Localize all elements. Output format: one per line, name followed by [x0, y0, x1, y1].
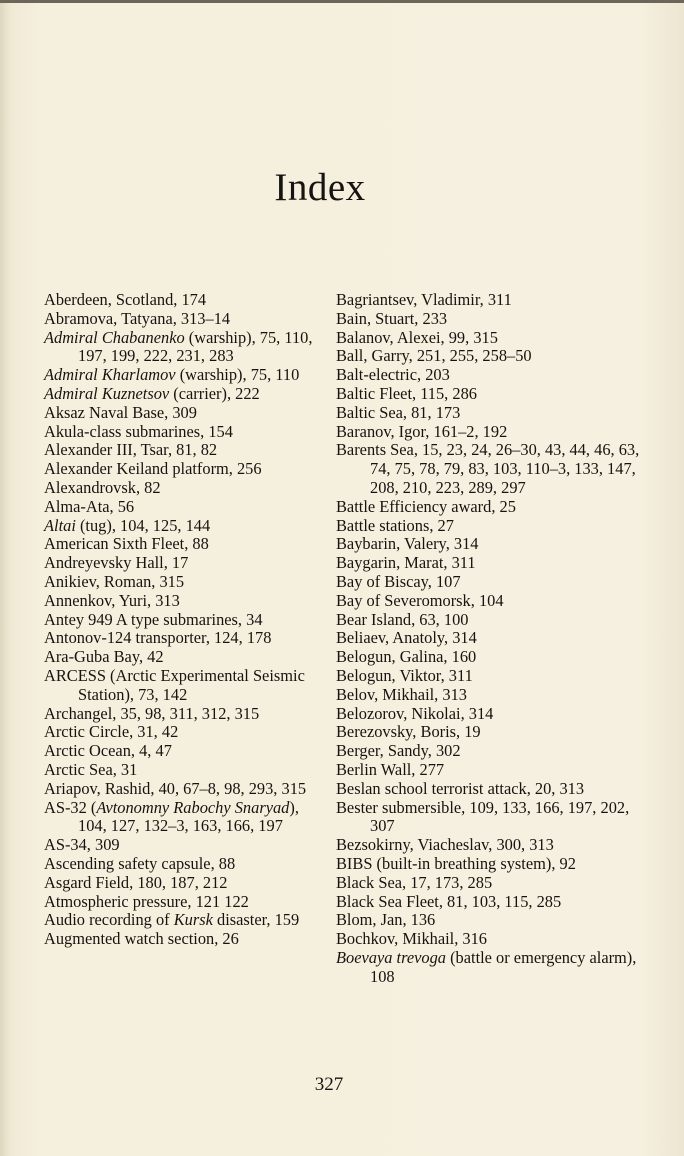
index-entry	[44, 780, 326, 799]
index-entry-text: ), 104, 127, 132–3, 163, 166, 197	[78, 797, 299, 836]
index-entry-text: Aksaz Naval Base, 309	[44, 402, 197, 422]
index-entry	[44, 423, 326, 442]
index-entry	[44, 441, 326, 460]
index-entry	[44, 911, 326, 930]
index-entry-text: BIBS (built-in breathing system), 92	[336, 853, 576, 873]
index-entry-italic-text: Admiral Kuznetsov	[44, 383, 170, 403]
index-entry-text: Archangel, 35, 98, 311, 312, 315	[44, 703, 260, 723]
index-entry-text: American Sixth Fleet, 88	[44, 534, 209, 554]
index-entry-italic-text: Admiral Kharlamov	[44, 365, 176, 385]
index-entry-text: Antonov-124 transporter, 124, 178	[44, 628, 272, 648]
index-entry	[336, 592, 656, 611]
index-entry	[336, 291, 656, 310]
index-entry	[336, 423, 656, 442]
index-entry	[44, 517, 326, 536]
index-entry	[44, 667, 326, 705]
index-entry-text: Anikiev, Roman, 315	[44, 571, 185, 591]
index-entry-text: Alma-Ata, 56	[44, 496, 135, 516]
index-entry-text: Aberdeen, Scotland, 174	[44, 290, 207, 309]
index-entry-italic-text: Kursk	[173, 910, 213, 930]
index-entry	[44, 705, 326, 724]
index-entry	[336, 911, 656, 930]
index-entry-text: Ara-Guba Bay, 42	[44, 647, 164, 667]
index-entry	[336, 347, 656, 366]
index-entry	[336, 723, 656, 742]
index-entry-text: Baranov, Igor, 161–2, 192	[336, 421, 508, 441]
index-entry-text: Black Sea Fleet, 81, 103, 115, 285	[336, 891, 562, 911]
index-entry	[44, 573, 326, 592]
index-entry-text: Beslan school terrorist attack, 20, 313	[336, 778, 585, 798]
index-entry-text: Baygarin, Marat, 311	[336, 553, 476, 573]
index-entry	[44, 611, 326, 630]
index-entry	[336, 441, 656, 497]
index-entry	[336, 874, 656, 893]
index-entry	[44, 592, 326, 611]
index-entry	[336, 686, 656, 705]
index-entry	[44, 479, 326, 498]
index-column-right	[336, 291, 656, 986]
index-entry-text: Andreyevsky Hall, 17	[44, 553, 189, 573]
index-entry-text: Ascending safety capsule, 88	[44, 853, 236, 873]
page-number: 327	[314, 1074, 344, 1095]
index-entry	[44, 554, 326, 573]
index-entry-italic-text: Admiral Chabanenko	[44, 327, 185, 347]
index-entry-text: Bear Island, 63, 100	[336, 609, 469, 629]
index-entry-text: Beliaev, Anatoly, 314	[336, 628, 477, 648]
index-entry-text: AS-32 (	[44, 797, 97, 817]
index-entry	[44, 836, 326, 855]
index-entry	[336, 385, 656, 404]
index-entry-text: Alexander III, Tsar, 81, 82	[44, 440, 218, 460]
index-entry-text: Balt-electric, 203	[336, 365, 450, 385]
index-entry	[336, 705, 656, 724]
index-entry	[336, 310, 656, 329]
index-entry	[44, 404, 326, 423]
index-entry	[336, 648, 656, 667]
page-top-edge	[0, 0, 684, 3]
index-entry-text: Atmospheric pressure, 121 122	[44, 891, 249, 911]
index-entry-text: Annenkov, Yuri, 313	[44, 590, 180, 610]
index-entry	[44, 723, 326, 742]
index-entry-text: disaster, 159	[212, 910, 300, 930]
index-entry	[44, 761, 326, 780]
index-entry	[336, 742, 656, 761]
index-entry-text: Baltic Sea, 81, 173	[336, 402, 461, 422]
index-entry	[44, 648, 326, 667]
index-entry-text: Augmented watch section, 26	[44, 929, 239, 949]
index-entry-text: Barents Sea, 15, 23, 24, 26–30, 43, 44, 46, 63, 74, 75, 78, 79, 83, 103, 110–3, 133, 147, 208, 210, 223, 289, 297	[336, 440, 640, 497]
index-entry-text: Berlin Wall, 277	[336, 759, 445, 779]
index-entry	[44, 629, 326, 648]
index-column-left	[44, 291, 326, 949]
index-entry-text: (carrier), 222	[169, 383, 260, 403]
index-entry-text: Audio recording of	[44, 910, 174, 930]
index-entry-italic-text: Altai	[44, 515, 76, 535]
index-entry-text: (warship), 75, 110	[175, 365, 300, 385]
index-entry-text: Bochkov, Mikhail, 316	[336, 929, 487, 949]
index-entry-text: Belogun, Viktor, 311	[336, 665, 473, 685]
index-entry-text: Berezovsky, Boris, 19	[336, 722, 481, 742]
index-entry	[44, 893, 326, 912]
index-entry	[336, 930, 656, 949]
index-entry-text: Akula-class submarines, 154	[44, 421, 233, 441]
index-entry-text: Baltic Fleet, 115, 286	[336, 383, 477, 403]
index-entry	[336, 761, 656, 780]
index-entry-text: Battle stations, 27	[336, 515, 454, 535]
index-entry-text: Bay of Biscay, 107	[336, 571, 461, 591]
index-entry	[44, 855, 326, 874]
index-entry	[44, 874, 326, 893]
index-entry	[44, 498, 326, 517]
index-entry	[44, 366, 326, 385]
index-entry-text: Asgard Field, 180, 187, 212	[44, 872, 228, 892]
index-entry	[336, 404, 656, 423]
index-entry	[44, 742, 326, 761]
index-entry	[336, 554, 656, 573]
index-entry-text: Alexander Keiland platform, 256	[44, 459, 262, 479]
index-entry-text: Belozorov, Nikolai, 314	[336, 703, 494, 723]
index-entry	[336, 949, 656, 987]
index-entry-text: Berger, Sandy, 302	[336, 741, 461, 761]
index-entry-text: Ariapov, Rashid, 40, 67–8, 98, 293, 315	[44, 778, 307, 798]
index-entry-text: Battle Efficiency award, 25	[336, 496, 516, 516]
index-entry-text: Belogun, Galina, 160	[336, 647, 477, 667]
index-entry-text: (warship), 75, 110, 197, 199, 222, 231, 283	[78, 327, 313, 366]
index-entry	[336, 329, 656, 348]
index-entry	[336, 629, 656, 648]
index-entry-text: Arctic Circle, 31, 42	[44, 722, 179, 742]
index-entry-text: Arctic Sea, 31	[44, 759, 138, 779]
index-entry	[336, 780, 656, 799]
index-entry	[336, 498, 656, 517]
index-entry-text: Baybarin, Valery, 314	[336, 534, 479, 554]
index-entry	[44, 535, 326, 554]
index-entry-text: Bezsokirny, Viacheslav, 300, 313	[336, 835, 554, 855]
index-entry-text: Antey 949 A type submarines, 34	[44, 609, 263, 629]
index-entry-italic-text: Avtonomny Rabochy Snaryad	[96, 797, 290, 817]
index-entry	[44, 385, 326, 404]
index-entry-text: Bain, Stuart, 233	[336, 308, 448, 328]
index-entry	[336, 366, 656, 385]
index-entry	[336, 855, 656, 874]
index-entry-text: Blom, Jan, 136	[336, 910, 436, 930]
index-entry-text: Ball, Garry, 251, 255, 258–50	[336, 346, 532, 366]
index-entry	[44, 310, 326, 329]
index-entry	[336, 667, 656, 686]
index-entry-text: Alexandrovsk, 82	[44, 477, 161, 497]
index-entry-text: (tug), 104, 125, 144	[75, 515, 211, 535]
index-entry-text: Balanov, Alexei, 99, 315	[336, 327, 498, 347]
index-entry-text: ARCESS (Arctic Experimental Seismic Station), 73, 142	[44, 665, 305, 704]
index-entry-text: Bagriantsev, Vladimir, 311	[336, 290, 512, 309]
index-entry	[44, 460, 326, 479]
index-entry-text: (battle or emergency alarm), 108	[370, 947, 637, 986]
index-entry-text: AS-34, 309	[44, 835, 120, 855]
index-entry	[336, 573, 656, 592]
index-entry	[336, 611, 656, 630]
index-entry-text: Bay of Severomorsk, 104	[336, 590, 504, 610]
index-entry	[44, 930, 326, 949]
index-entry-text: Belov, Mikhail, 313	[336, 684, 467, 704]
index-entry	[44, 291, 326, 310]
index-entry	[336, 799, 656, 837]
index-entry-italic-text: Boevaya trevoga	[336, 947, 446, 967]
index-entry	[336, 893, 656, 912]
index-entry	[336, 517, 656, 536]
index-entry	[336, 535, 656, 554]
index-entry-text: Arctic Ocean, 4, 47	[44, 741, 172, 761]
index-entry-text: Bester submersible, 109, 133, 166, 197, 202, 307	[336, 797, 630, 836]
index-entry-text: Abramova, Tatyana, 313–14	[44, 308, 231, 328]
index-entry	[44, 329, 326, 367]
index-entry	[44, 799, 326, 837]
index-entry-text: Black Sea, 17, 173, 285	[336, 872, 493, 892]
index-entry	[336, 836, 656, 855]
page-title: Index	[274, 166, 366, 209]
